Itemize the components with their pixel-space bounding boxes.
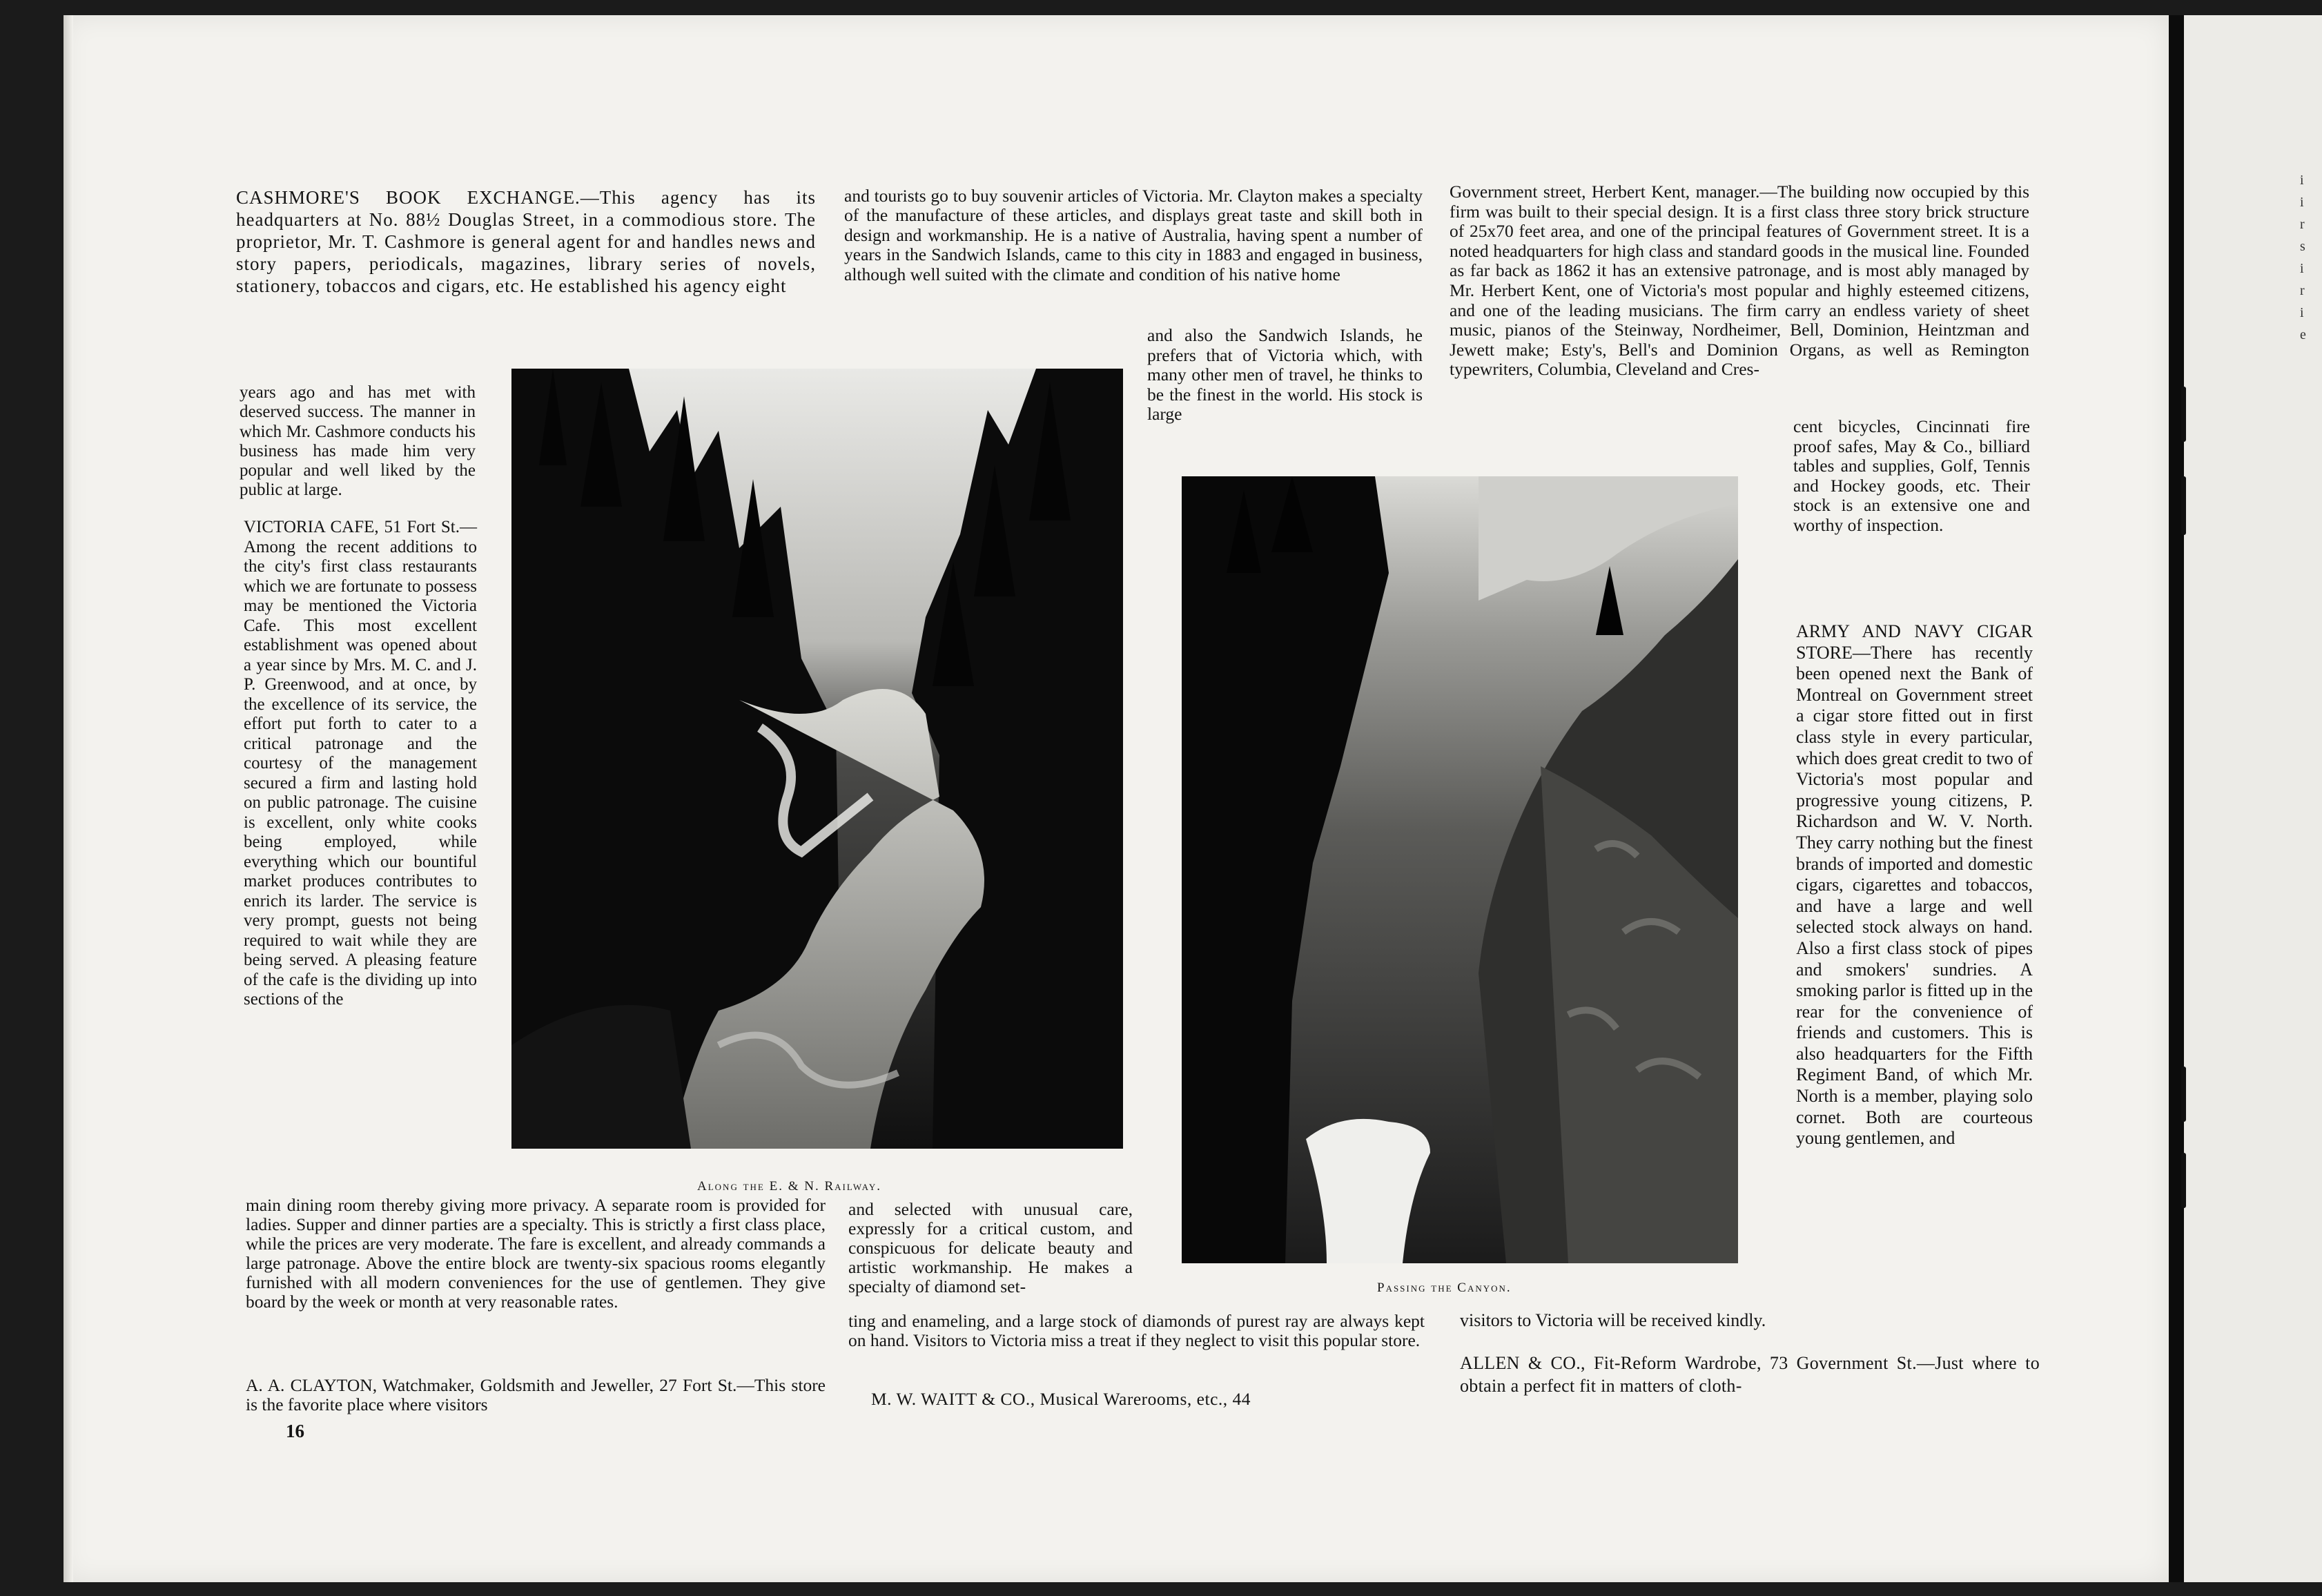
fragment-char: i (2300, 261, 2304, 276)
fragment-char: i (2300, 305, 2304, 320)
photo-railway-river (511, 369, 1123, 1149)
article-victoria-cafe-cont: main dining room thereby giving more privacy. A separate room is provided for ladies. Supper and dinner parties are a specialty. This is strictly a first class place, while the prices are very moderate. The fare is excellent, and already commands a large patronage. Above the entire block are twenty-six spacious rooms elegantly furnished with all modern conveniences for the use of gentlemen. They give board by the week or month at very reasonable rates. (246, 1195, 826, 1312)
page-edge (64, 15, 73, 1582)
fragment-char: r (2300, 217, 2305, 232)
photo-canyon-image (1182, 476, 1738, 1263)
binding-mark (2181, 1067, 2186, 1122)
article-clayton-cont: and tourists go to buy souvenir articles of Victoria. Mr. Clayton makes a specialty of the manufacture of these articles, and displays great taste and skill both in design and workmanship. He is a native of Australia, having spent a number of years in the Sandwich Islands, came to this city in 1883 and engaged in business, although well suited with the climate and condition of his native home (844, 186, 1423, 284)
facing-page-text-fragment (2300, 173, 2310, 342)
article-army-navy-cont: visitors to Victoria will be received kindly. (1460, 1310, 1766, 1330)
article-clayton-tail: ting and enameling, and a large stock of diamonds of purest ray are always kept on hand. Visitors to Victoria miss a treat if they neglect to visit this popular store. (848, 1311, 1425, 1350)
article-cashmore-intro: CASHMORE'S BOOK EXCHANGE.—This agency has its headquarters at No. 88½ Douglas Street, in a commodious store. The proprietor, Mr. T. Cashmore is general agent for and handles news and story papers, periodicals, magazines, library series of novels, stationery, tobaccos and cigars, etc. He established his agency eight (236, 187, 816, 296)
book-gutter (2169, 15, 2184, 1582)
binding-mark (2181, 387, 2186, 442)
fragment-char: i (2300, 173, 2304, 188)
article-victoria-cafe: VICTORIA CAFE, 51 Fort St.—Among the recent additions to the city's first class restaurants which we are fortunate to possess may be mentioned the Victoria Cafe. This most excellent establishment was opened about a year since by Mrs. M. C. and J. P. Greenwood, and at once, by the excellence of its service, the effort put forth to cater to a critical patronage and the courtesy of the management secured a firm and lasting hold on public patronage. The cuisine is excellent, only white cooks being employed, while everything which our bountiful market produces contributes to enrich its larder. The service is very prompt, guests not being required to wait while they are being served. A pleasing feature of the cafe is the dividing up into sections of the (244, 518, 477, 1009)
article-clayton-narrow: and also the Sandwich Islands, he prefers that of Victoria which, with many other men of travel, he thinks to be the finest in the world. His stock is large (1147, 325, 1423, 425)
article-waitt-cont: Government street, Herbert Kent, manager.—The building now occupied by this firm was built to their special design. It is a first class three story brick structure of 25x70 feet area, and one of the principal features of Government street. It is a noted headquarters for high class and standard goods in the musical line. Founded as far back as 1862 it has an extensive patronage, and is most ably managed by Mr. Herbert Kent, one of Victoria's most popular and highly esteemed citizens, and one of the leading musicians. The firm carry an endless variety of sheet music, pianos of the Steinway, Nordheimer, Bell, Dominion, Heintzman and Jewett make; Esty's, Bell's and Dominion Organs, as well as Remington typewriters, Columbia, Cleveland and Cres- (1450, 182, 2029, 380)
binding-mark (2181, 1153, 2186, 1208)
article-army-navy: ARMY AND NAVY CIGAR STORE—There has recently been opened next the Bank of Montreal on Government street a cigar store fitted out in first class style in every particular, which does great credit to two of Victoria's most popular and progressive young citizens, P. Richardson and W. V. North. They carry nothing but the finest brands of imported and domestic cigars, cigarettes and tobaccos, and have a large and well selected stock always on hand. Also a first class stock of pipes and smokers' sundries. A smoking parlor is fitted up in the rear for the convenience of friends and customers. This is also headquarters for the Fifth Regiment Band, of which Mr. North is a member, playing solo cornet. Both are courteous young gentlemen, and (1796, 621, 2033, 1149)
article-clayton: A. A. CLAYTON, Watchmaker, Goldsmith and Jeweller, 27 Fort St.—This store is the favorite place where visitors (246, 1375, 826, 1414)
binding-mark (2181, 476, 2186, 535)
photo-canyon (1182, 476, 1738, 1263)
fragment-char: s (2300, 239, 2305, 254)
article-waitt: M. W. WAITT & CO., Musical Warerooms, etc., 44 (871, 1389, 1251, 1409)
fragment-char: e (2300, 327, 2306, 342)
article-cashmore-cont: years ago and has met with deserved success. The manner in which Mr. Cashmore conducts his business has made him very popular and well liked by the public at large. (240, 383, 476, 500)
photo-railway-caption: Along the E. & N. Railway. (697, 1179, 881, 1194)
fragment-char: r (2300, 283, 2305, 298)
fragment-char: i (2300, 195, 2304, 210)
page-number: 16 (286, 1421, 304, 1441)
photo-canyon-caption: Passing the Canyon. (1377, 1281, 1512, 1295)
article-allen: ALLEN & CO., Fit-Reform Wardrobe, 73 Government St.—Just where to obtain a perfect fit in matters of cloth- (1460, 1353, 2040, 1396)
article-clayton-bottom: and selected with unusual care, expressly for a critical custom, and conspicuous for delicate beauty and artistic workmanship. He makes a specialty of diamond set- (848, 1199, 1133, 1296)
article-waitt-narrow: cent bicycles, Cincinnati fire proof safes, May & Co., billiard tables and supplies, Golf, Tennis and Hockey goods, etc. Their stock is an extensive one and worthy of inspection. (1793, 416, 2030, 535)
photo-railway-river-image (511, 369, 1123, 1149)
